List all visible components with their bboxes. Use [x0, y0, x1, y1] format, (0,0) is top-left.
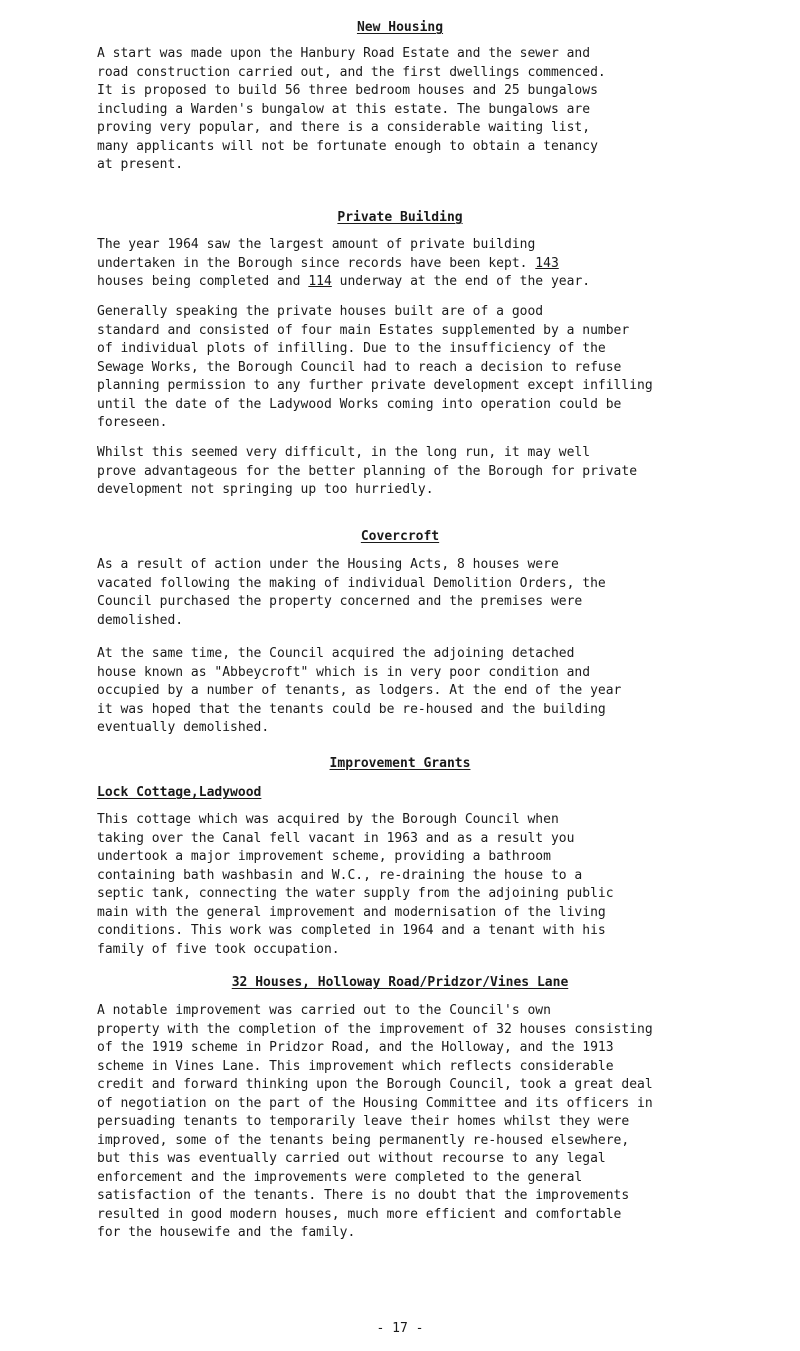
private-building-paragraph-1: The year 1964 saw the largest amount of private building undertaken in the Borough since records have been kept. 143 houses being completed and 114 underway at the end of the year.: [97, 237, 591, 289]
page-number: - 17 -: [376, 1321, 424, 1336]
houses-completed-count: 143: [535, 255, 559, 271]
holloway-paragraph: A notable improvement was carried out to the Council's own property with the completion of the improvement of 32 houses consisting of the 1919 scheme in Pridzor Road, and the Holloway, and the 1913 scheme in Vines Lane. This improvement which reflects considerable credit and forward thinking upon the Borough Council, took a great deal of negotiation on the part of the Housing Committee and its officers in persuading tenants to temporarily leave their homes whilst they were improved, some of the tenants being permanently re-housed elsewhere, but this was eventually carried out without recourse to any legal enforcement and the improvements were completed to the general satisfaction of the tenants. There is no doubt that the improvements resulted in good modern houses, much more efficient and comfortable for the housewife and the family.: [97, 1003, 653, 1240]
section-heading-private-building: Private Building: [337, 210, 463, 225]
subheading-holloway: 32 Houses, Holloway Road/Pridzor/Vines Lane: [231, 975, 569, 990]
covercroft-paragraph-1: As a result of action under the Housing Acts, 8 houses were vacated following the making of individual Demolition Orders, the Council purchased the property concerned and the premises were demolished.: [97, 557, 606, 628]
section-heading-covercroft: Covercroft: [360, 529, 440, 544]
new-housing-paragraph: A start was made upon the Hanbury Road Estate and the sewer and road construction carried out, and the first dwellings commenced. It is proposed to build 56 three bedroom houses and 25 bungalows including a Warden's bungalow at this estate. The bungalows are proving very popular, and there is a considerable waiting list, many applicants will not be fortunate enough to obtain a tenancy at present.: [97, 46, 606, 172]
lock-cottage-paragraph: This cottage which was acquired by the Borough Council when taking over the Canal fell vacant in 1963 and as a result you undertook a major improvement scheme, providing a bathroom containing bath washbasin and W.C., re-draining the house to a septic tank, connecting the water supply from the adjoining public main with the general improvement and modernisation of the living conditions. This work was completed in 1964 and a tenant with his family of five took occupation.: [97, 812, 614, 957]
private-building-paragraph-3: Whilst this seemed very difficult, in the long run, it may well prove advantageous for the better planning of the Borough for private development not springing up too hurriedly.: [97, 445, 638, 497]
covercroft-paragraph-2: At the same time, the Council acquired the adjoining detached house known as "Abbeycroft" which is in very poor condition and occupied by a number of tenants, as lodgers. At the end of the year it was hoped that the tenants could be re-housed and the building eventually demolished.: [97, 646, 622, 735]
private-building-paragraph-2: Generally speaking the private houses built are of a good standard and consisted of four main Estates supplemented by a number of individual plots of infilling. Due to the insufficiency of the Sewage Works, the Borough Council had to reach a decision to refuse planning permission to any further private development except infilling until the date of the Ladywood Works coming into operation could be foreseen.: [97, 304, 653, 430]
section-heading-new-housing: New Housing: [356, 20, 444, 35]
subheading-lock-cottage: Lock Cottage,Ladywood: [97, 785, 262, 800]
houses-underway-count: 114: [308, 274, 332, 289]
section-heading-improvement-grants: Improvement Grants: [329, 756, 471, 771]
